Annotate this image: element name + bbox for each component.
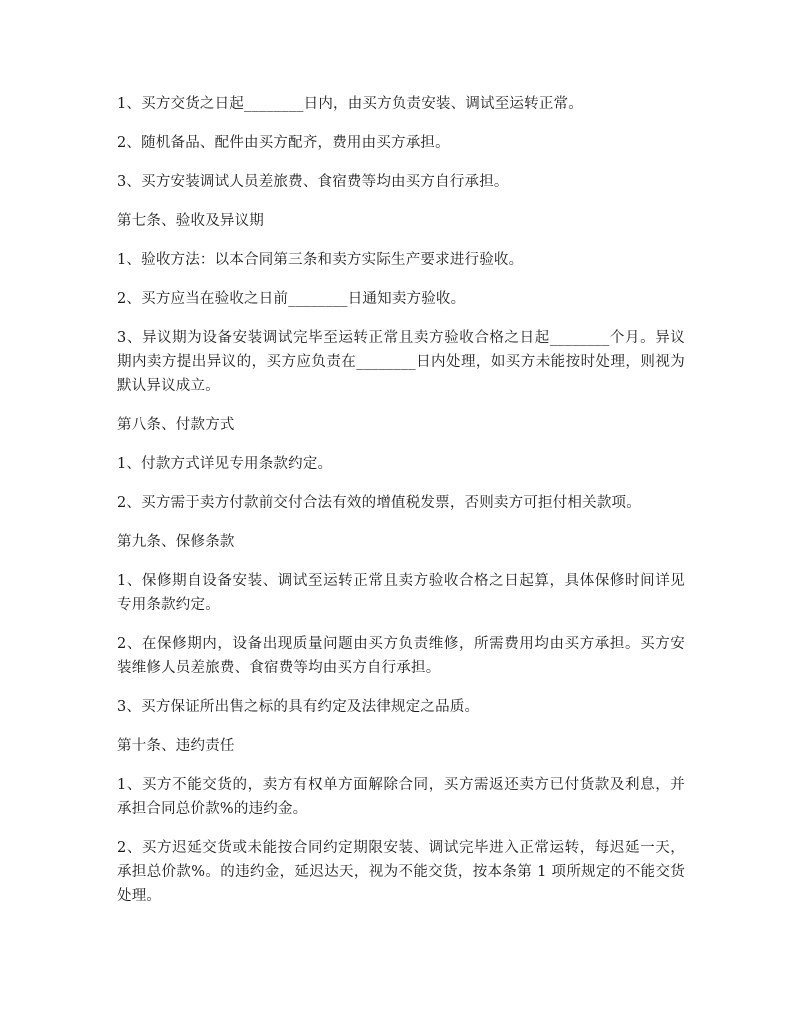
paragraph-warranty-period: 1、保修期自设备安装、调试至运转正常且卖方验收合格之日起算，具体保修时间详见专用条款约定。 [117, 573, 685, 613]
paragraph-acceptance-method: 1、验收方法：以本合同第三条和卖方实际生产要求进行验收。 [117, 252, 524, 268]
paragraph-quality-guarantee: 3、买方保证所出售之标的具有约定及法律规定之品质。 [117, 699, 480, 715]
paragraph-vat-invoice: 2、买方需于卖方付款前交付合法有效的增值税发票，否则卖方可拒付相关款项。 [117, 495, 641, 511]
section-heading-article-8: 第八条、付款方式 [117, 417, 235, 433]
document-page [117, 92, 685, 923]
paragraph-payment-method: 1、付款方式详见专用条款约定。 [117, 456, 333, 472]
paragraph-late-delivery: 2、买方迟延交货或未能按合同约定期限安装、调试完毕进入正常运转，每迟延一天，承担总价款%。的违约金，延迟达天，视为不能交货，按本条第 1 项所规定的不能交货处理。 [117, 840, 685, 904]
section-heading-article-9: 第九条、保修条款 [117, 534, 235, 550]
paragraph-objection-period: 3、异议期为设备安装调试完毕至运转正常且卖方验收合格之日起________个月。异议期内卖方提出异议的，买方应负责在________日内处理，如买方未能按时处理，则视为默认异议成立。 [117, 330, 685, 394]
paragraph-acceptance-notice: 2、买方应当在验收之日前________日通知卖方验收。 [117, 291, 466, 307]
paragraph-warranty-repair: 2、在保修期内，设备出现质量问题由买方负责维修，所需费用均由买方承担。买方安装维修人员差旅费、食宿费等均由买方自行承担。 [117, 636, 685, 676]
section-heading-article-7: 第七条、验收及异议期 [117, 213, 264, 229]
paragraph-install-expenses: 3、买方安装调试人员差旅费、食宿费等均由买方自行承担。 [117, 174, 509, 190]
section-heading-article-10: 第十条、违约责任 [117, 738, 235, 754]
paragraph-spare-parts: 2、随机备品、配件由买方配齐，费用由买方承担。 [117, 135, 450, 151]
paragraph-install-deadline: 1、买方交货之日起________日内，由买方负责安装、调试至运转正常。 [117, 96, 583, 112]
paragraph-non-delivery: 1、买方不能交货的，卖方有权单方面解除合同，买方需返还卖方已付货款及利息，并承担合同总价款%的违约金。 [117, 777, 685, 817]
